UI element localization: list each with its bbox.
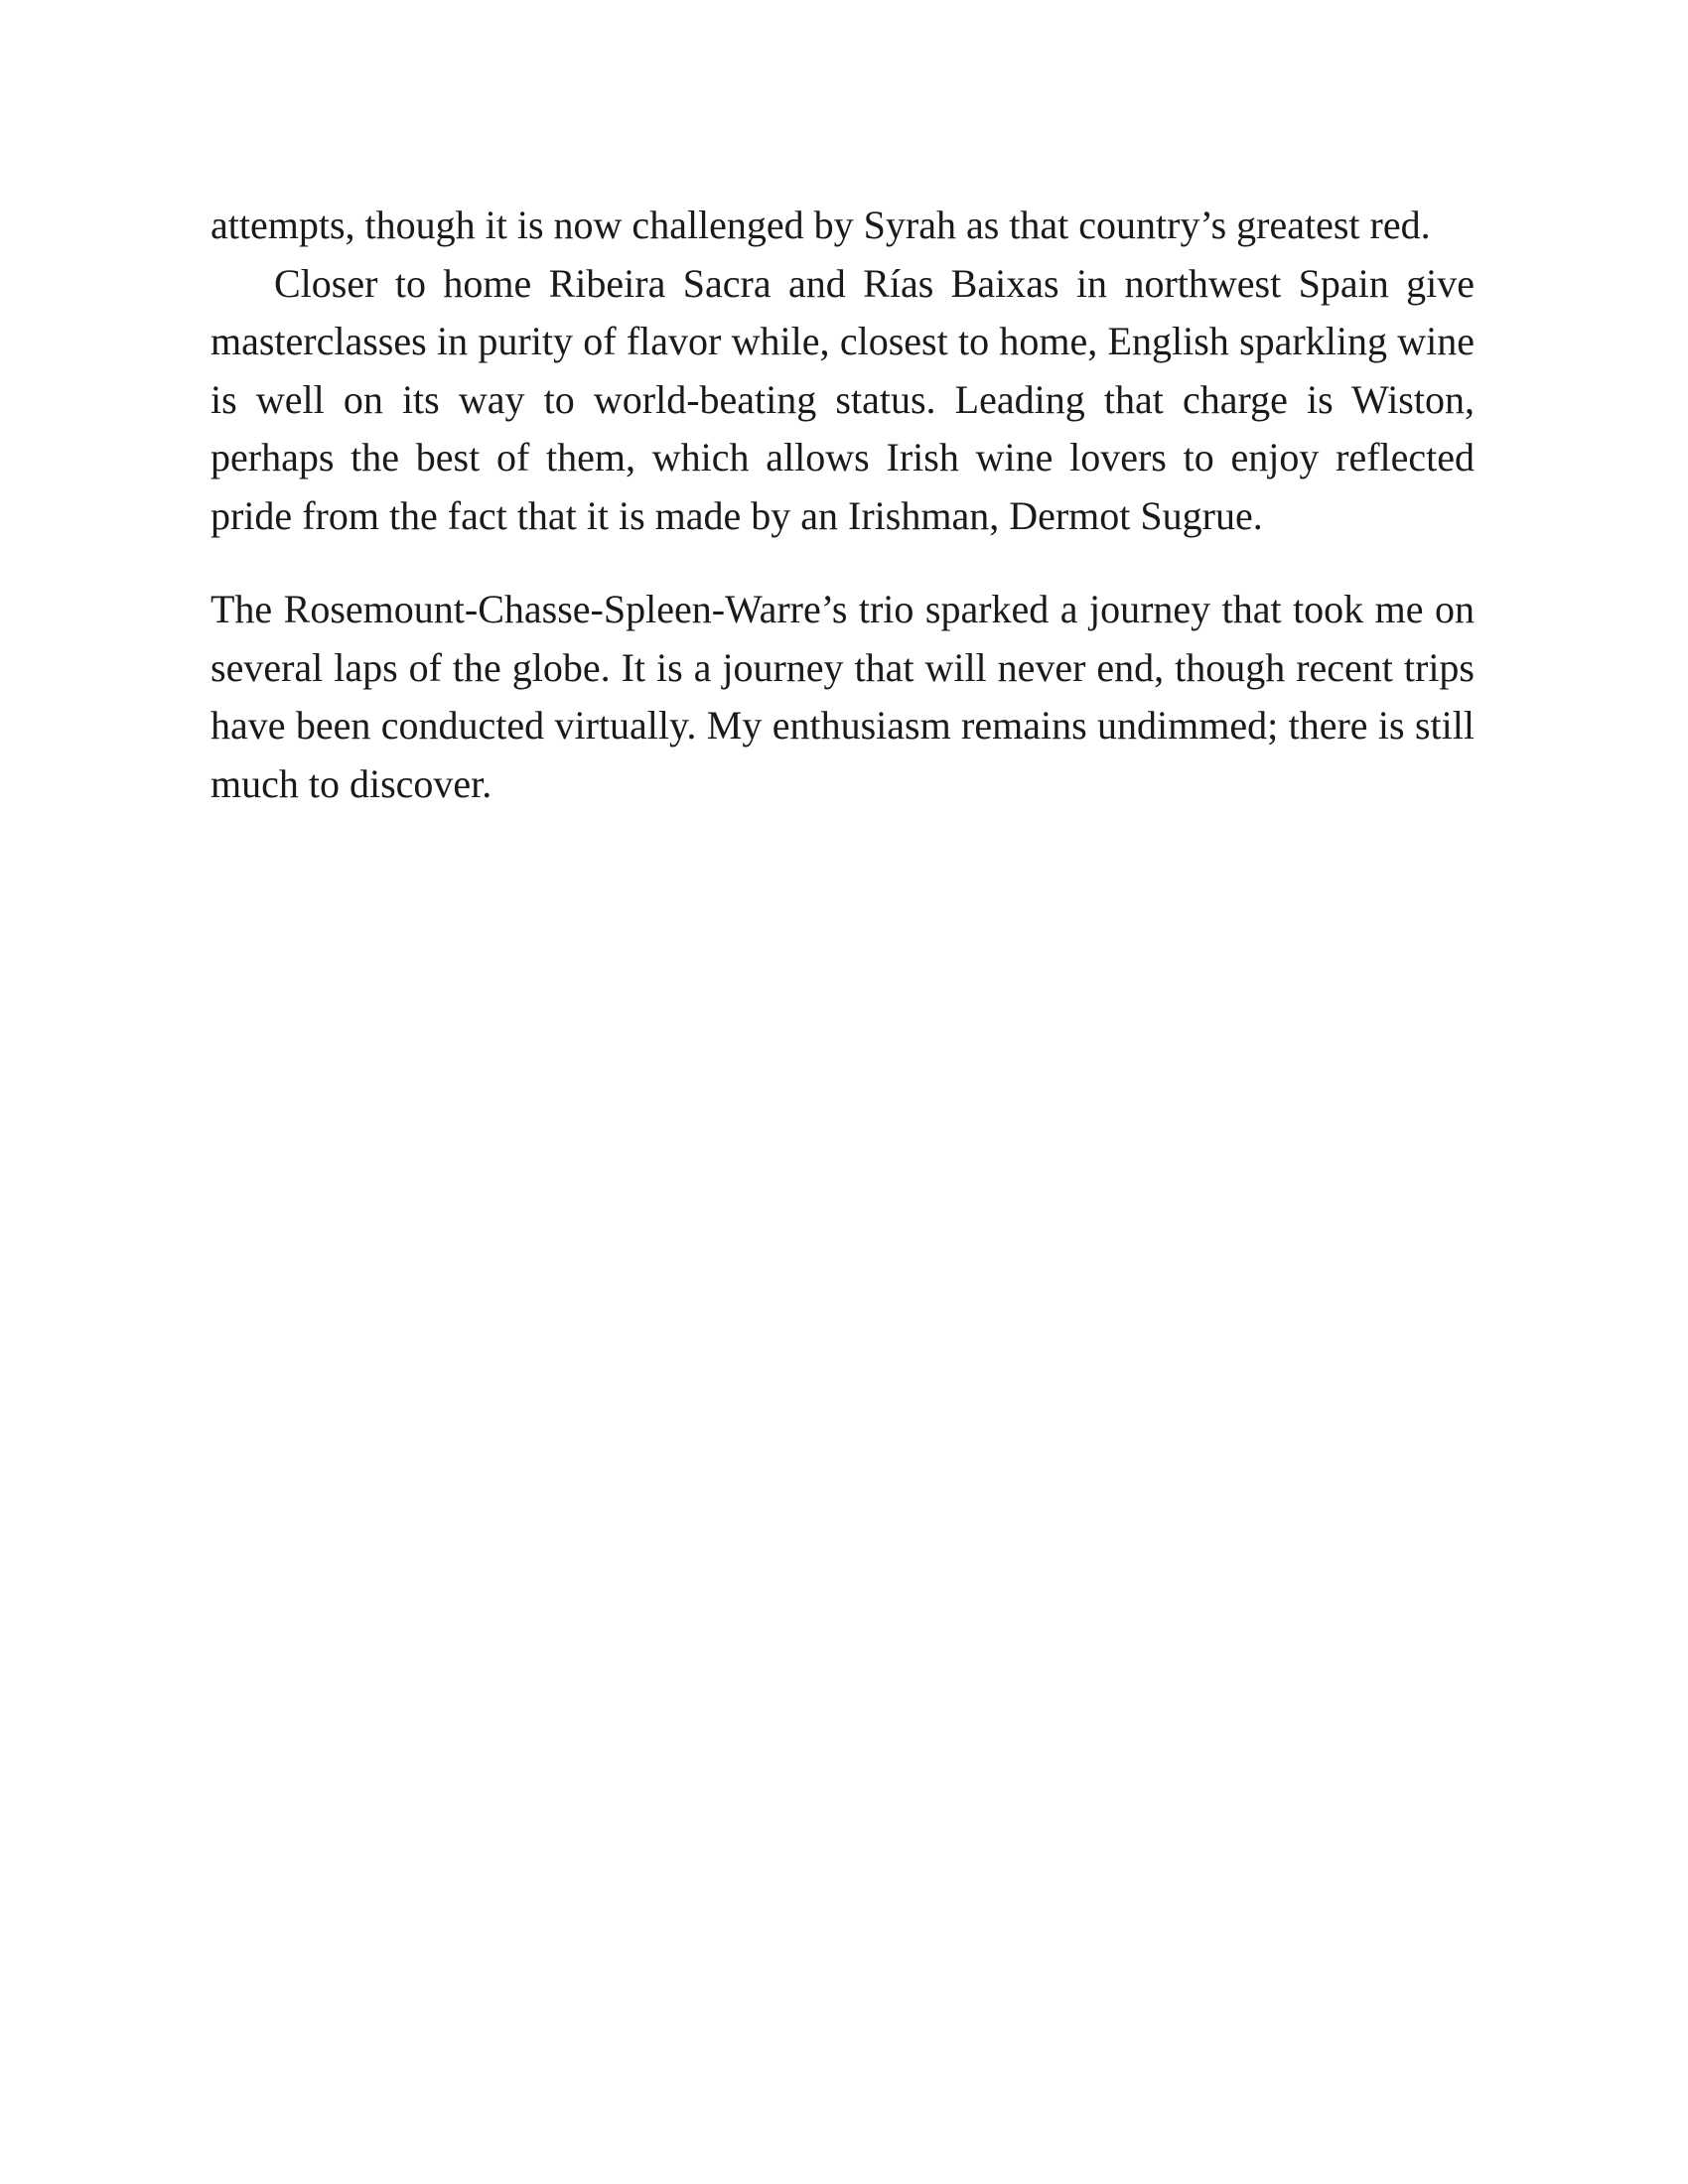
paragraph-closer-to-home: Closer to home Ribeira Sacra and Rías Baixas in northwest Spain give masterclasses in purity of flavor while, closest to home, English sparkling wine is well on its way to world-beating status. Leading that charge is Wiston, perhaps the best of them, which allows Irish wine lovers to enjoy reflected pride from the fact that it is made by an Irishman, Dermot Sugrue. [211, 260, 1475, 538]
body-text [211, 197, 1475, 813]
paragraph-continued: attempts, though it is now challenged by Syrah as that country’s greatest red. [211, 203, 1431, 247]
paragraph-journey: The Rosemount-Chasse-Spleen-Warre’s trio sparked a journey that took me on several laps of the globe. It is a journey that will never end, though recent trips have been conducted virtually. My enthusiasm remains undimmed; there is still much to discover. [211, 587, 1475, 806]
